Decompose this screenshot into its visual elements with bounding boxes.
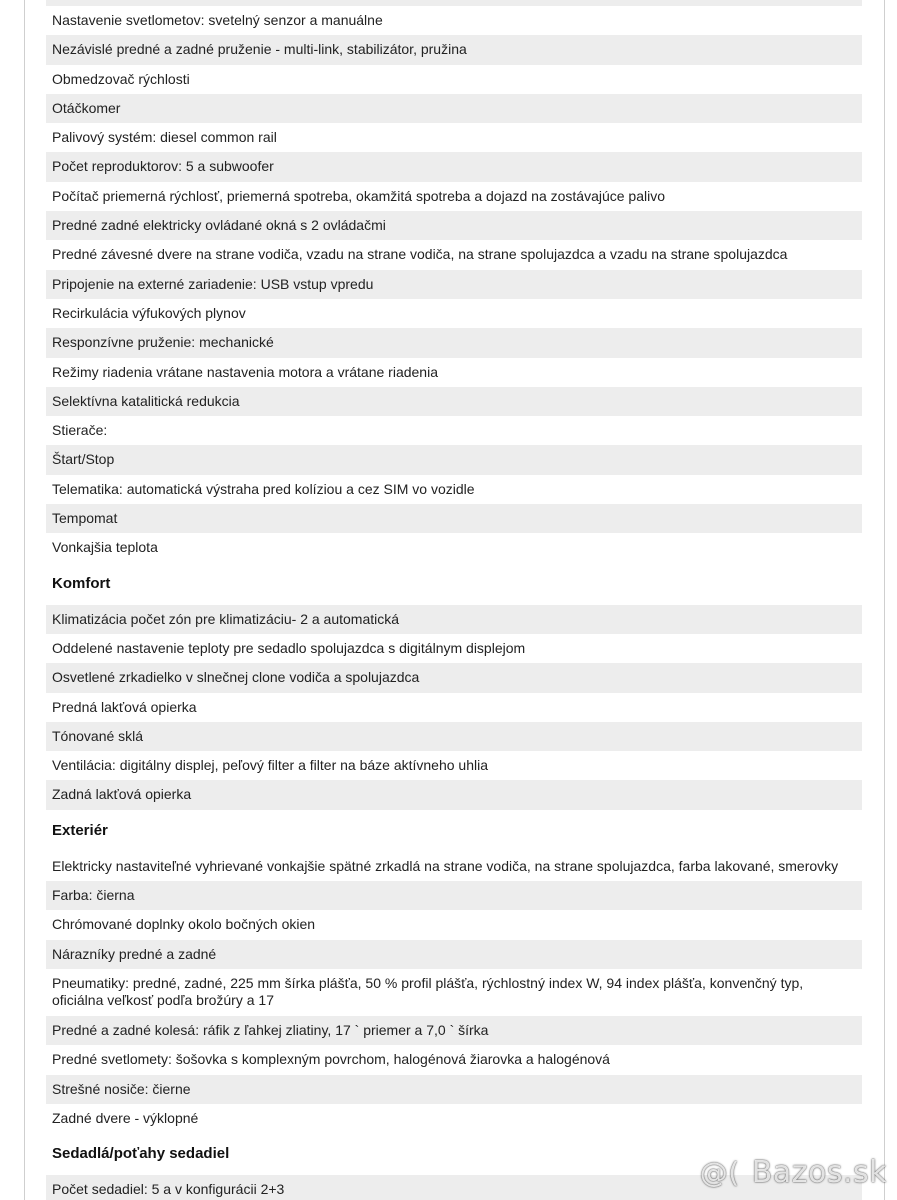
- spec-row: Nárazníky predné a zadné: [46, 940, 862, 969]
- spec-row: Nastavenie svetlometov: svetelný senzor a manuálne: [52, 12, 383, 28]
- spec-row: Strešné nosiče: čierne: [46, 1075, 862, 1104]
- spec-row: Štart/Stop: [46, 445, 862, 474]
- spec-row: Ventilácia: digitálny displej, peľový filter a filter na báze aktívneho uhlia: [52, 757, 489, 774]
- spec-row: Palivový systém: diesel common rail: [52, 129, 277, 146]
- spec-row: Otáčkomer: [46, 94, 862, 123]
- spec-row: Klimatizácia počet zón pre klimatizáciu- 2 a automatická: [46, 605, 862, 634]
- spec-row: Telematika: automatická výstraha pred kolíziou a cez SIM vo vozidle: [52, 480, 475, 497]
- spec-row: Predné svetlomety: šošovka s komplexným povrchom, halogénová žiarovka a halogénová: [52, 1051, 610, 1068]
- spec-row: Predné zadné elektricky ovládané okná s 2 ovládačmi: [46, 211, 862, 240]
- spec-row: Oddelené nastavenie teploty pre sedadlo spolujazdca s digitálnym displejom: [52, 639, 526, 656]
- spec-list: [46, 0, 862, 1200]
- spec-row: Tónované sklá: [46, 722, 862, 751]
- spec-row: Recirkulácia výfukových plynov: [52, 304, 246, 321]
- spec-row: Zadná lakťová opierka: [46, 780, 862, 809]
- frame-border-right: [884, 0, 885, 1200]
- spec-row: Nezávislé predné a zadné pruženie - multi-link, stabilizátor, pružina: [46, 35, 862, 64]
- spec-row: Obmedzovač rýchlosti: [52, 70, 190, 87]
- spec-row: Pneumatiky: predné, zadné, 225 mm šírka plášťa, 50 % profil plášťa, rýchlostný index W, 94 index plášťa, konvenčný typ, oficiálna veľkosť podľa brožúry a 17: [52, 974, 804, 1008]
- bazos-logo-icon: @(: [699, 1156, 740, 1189]
- spec-row: Režimy riadenia vrátane nastavenia motora a vrátane riadenia: [52, 363, 438, 380]
- spec-row: Predné závesné dvere na strane vodiča, vzadu na strane vodiča, na strane spolujazdca a vzadu na strane spolujazdca: [52, 246, 788, 263]
- section-heading: Komfort: [52, 574, 111, 592]
- spec-row: Tempomat: [46, 504, 862, 533]
- spec-row: Selektívna katalitická redukcia: [46, 387, 862, 416]
- spec-row: Vonkajšia teplota: [52, 539, 158, 556]
- spec-row: Pripojenie na externé zariadenie: USB vstup vpredu: [46, 270, 862, 299]
- spec-row: Elektricky nastaviteľné vyhrievané vonkajšie spätné zrkadlá na strane vodiča, na strane spolujazdca, farba lakované, smerovky: [52, 857, 839, 874]
- section-heading: Sedadlá/poťahy sedadiel: [52, 1145, 230, 1163]
- frame-border-left: [24, 0, 25, 1200]
- spec-row: Chrómované doplnky okolo bočných okien: [52, 916, 316, 933]
- watermark-text: Bazos.sk: [751, 1155, 887, 1190]
- section-heading: Exteriér: [52, 821, 108, 839]
- spec-row: Predné a zadné kolesá: ráfik z ľahkej zliatiny, 17 ` priemer a 7,0 ` šírka: [46, 1016, 862, 1045]
- spec-row: Responzívne pruženie: mechanické: [46, 328, 862, 357]
- spec-row: Počítač priemerná rýchlosť, priemerná spotreba, okamžitá spotreba a dojazd na zostávajúce palivo: [52, 187, 666, 204]
- spec-row: Zadné dvere - výklopné: [52, 1109, 199, 1126]
- spec-row: Osvetlené zrkadielko v slnečnej clone vodiča a spolujazdca: [46, 663, 862, 692]
- watermark: [700, 1155, 887, 1190]
- spec-row: Farba: čierna: [46, 881, 862, 910]
- spec-row: Stierače:: [52, 422, 108, 439]
- spec-row: Počet sedadiel: 5 a v konfigurácii 2+3: [46, 1175, 862, 1200]
- spec-row: Počet reproduktorov: 5 a subwoofer: [46, 152, 862, 181]
- spec-row: Predná lakťová opierka: [52, 698, 197, 715]
